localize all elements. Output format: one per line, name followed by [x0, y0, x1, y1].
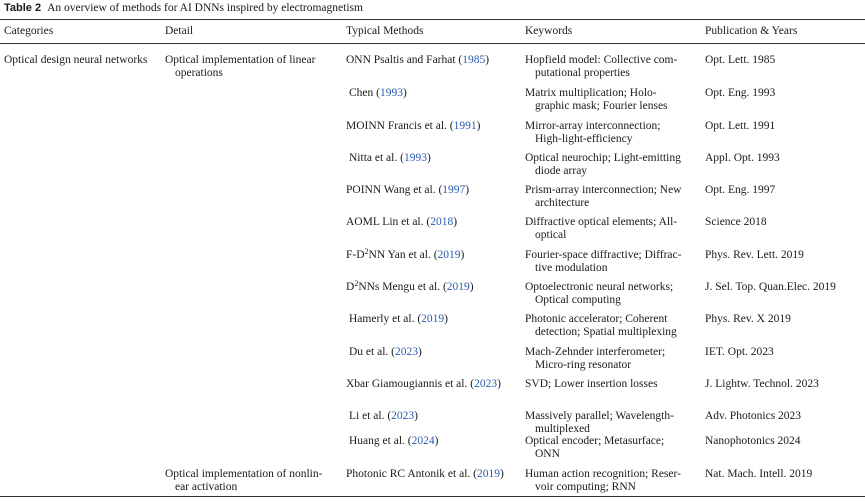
- citation-link[interactable]: 2019: [421, 313, 445, 325]
- header-rule: [0, 43, 865, 44]
- citation-link[interactable]: 2024: [411, 435, 435, 447]
- method-cell: [346, 184, 469, 196]
- citation-link[interactable]: 2018: [430, 216, 454, 228]
- keywords-cell: [525, 54, 677, 80]
- keywords-line: putational properties: [535, 67, 630, 79]
- method-cell: [346, 54, 489, 66]
- method-text-end: ): [402, 87, 407, 99]
- keywords-line: Human action recognition; Reser-: [525, 468, 681, 480]
- citation-link[interactable]: 2023: [391, 410, 415, 422]
- keywords-cell: [525, 87, 668, 113]
- keywords-cell: [525, 410, 674, 436]
- method-cell: [349, 313, 448, 325]
- method-text: NNs Mengu et al. (: [358, 281, 447, 293]
- publication-cell: J. Sel. Top. Quan.Elec. 2019: [705, 281, 836, 293]
- keywords-line: graphic mask; Fourier lenses: [535, 100, 668, 112]
- keywords-line: Optical neurochip; Light-emitting: [525, 152, 681, 164]
- publication-cell: Science 2018: [705, 216, 767, 228]
- citation-link[interactable]: 1997: [442, 184, 466, 196]
- keywords-line: Mach-Zehnder interferometer;: [525, 346, 666, 358]
- publication-cell: J. Lightw. Technol. 2023: [705, 378, 819, 390]
- method-text-end: ): [460, 249, 465, 261]
- method-text: NN Yan et al. (: [368, 249, 438, 261]
- keywords-line: Matrix multiplication; Holo-: [525, 87, 657, 99]
- bottom-rule: [0, 496, 865, 497]
- publication-cell: Opt. Eng. 1993: [705, 87, 776, 99]
- publication-cell: Appl. Opt. 1993: [705, 152, 780, 164]
- table-caption: [4, 2, 363, 14]
- method-cell: [346, 249, 464, 261]
- keywords-line: Diffractive optical elements; All-: [525, 216, 678, 228]
- publication-cell: Opt. Lett. 1991: [705, 120, 776, 132]
- method-text-end: ): [417, 346, 422, 358]
- citation-link[interactable]: 1993: [403, 152, 427, 164]
- detail-nonlinear-line1: Optical implementation of nonlin-: [165, 468, 323, 480]
- keywords-line: architecture: [535, 197, 590, 209]
- method-text-end: ): [444, 313, 449, 325]
- publication-cell: Phys. Rev. X 2019: [705, 313, 791, 325]
- method-text-end: ): [414, 410, 418, 422]
- keywords-line: Optical computing: [535, 294, 621, 306]
- method-text: Chen (: [349, 87, 380, 99]
- method-cell: [349, 346, 422, 358]
- keywords-line: optical: [535, 229, 567, 241]
- keywords-line: Photonic accelerator; Coherent: [525, 313, 668, 325]
- citation-link[interactable]: 2023: [474, 378, 498, 390]
- keywords-cell: [525, 468, 681, 494]
- method-text-end: ): [497, 378, 501, 390]
- keywords-line: detection; Spatial multiplexing: [535, 326, 677, 338]
- keywords-line: Fourier-space diffractive; Diffrac-: [525, 249, 682, 261]
- method-text: MOINN Francis et al. (: [346, 120, 454, 132]
- keywords-line: Optoelectronic neural networks;: [525, 281, 674, 293]
- publication-cell: Nat. Mach. Intell. 2019: [705, 468, 813, 480]
- method-text-end: ): [434, 435, 439, 447]
- method-cell: [346, 378, 501, 390]
- method-text: Huang et al. (: [349, 435, 412, 447]
- table-caption-text: An overview of methods for AI DNNs inspired by electromagnetism: [47, 2, 363, 14]
- keywords-cell: [525, 346, 665, 372]
- keywords-line: Optical encoder; Metasurface;: [525, 435, 665, 447]
- detail-linear-cell: [165, 54, 315, 80]
- method-cell: [346, 468, 504, 480]
- method-cell: [349, 410, 418, 422]
- method-text-end: ): [476, 120, 481, 132]
- keywords-line: multiplexed: [535, 423, 590, 435]
- method-text: Hamerly et al. (: [349, 313, 422, 325]
- keywords-cell: [525, 216, 677, 242]
- keywords-cell: [525, 378, 658, 391]
- keywords-line: Micro-ring resonator: [535, 359, 632, 371]
- table-label: Table 2: [4, 2, 42, 14]
- keywords-line: Hopfield model: Collective com-: [525, 54, 678, 66]
- method-cell: [346, 281, 474, 293]
- keywords-line: Massively parallel; Wavelength-: [525, 410, 674, 422]
- method-cell: [349, 87, 407, 99]
- method-text: AOML Lin et al. (: [346, 216, 431, 228]
- publication-cell: Nanophotonics 2024: [705, 435, 801, 447]
- keywords-line: Prism-array interconnection; New: [525, 184, 682, 196]
- header-detail: Detail: [165, 25, 194, 37]
- method-text-end: ): [465, 184, 470, 196]
- header-categories: Categories: [4, 25, 54, 37]
- publication-cell: Opt. Eng. 1997: [705, 184, 776, 196]
- method-prefix: D: [346, 281, 355, 293]
- method-text: Li et al. (: [349, 410, 392, 422]
- keywords-cell: [525, 152, 681, 178]
- method-text: Nitta et al. (: [349, 152, 404, 164]
- keywords-cell: [525, 281, 673, 307]
- method-text-end: ): [453, 216, 458, 228]
- keywords-line: tive modulation: [535, 262, 608, 274]
- category-cell: Optical design neural networks: [4, 54, 148, 66]
- publication-cell: Opt. Lett. 1985: [705, 54, 776, 66]
- citation-link[interactable]: 1991: [453, 120, 477, 132]
- method-text-end: ): [499, 468, 504, 480]
- method-text-end: ): [426, 152, 431, 164]
- detail-nonlinear-cell: [165, 468, 322, 494]
- method-text: ONN Psaltis and Farhat (: [346, 54, 463, 66]
- superscript: 2: [354, 279, 359, 288]
- method-text-end: ): [485, 54, 490, 66]
- method-prefix: F-D: [346, 249, 365, 261]
- keywords-line: ONN: [535, 448, 560, 460]
- method-text: Photonic RC Antonik et al. (: [346, 468, 477, 480]
- citation-link[interactable]: 2019: [446, 281, 470, 293]
- citation-link[interactable]: 1993: [379, 87, 403, 99]
- method-cell: [346, 216, 457, 228]
- detail-linear-line1: Optical implementation of linear: [165, 54, 316, 66]
- citation-link[interactable]: 1985: [462, 54, 486, 66]
- citation-link[interactable]: 2019: [437, 249, 461, 261]
- keywords-line: High-light-efficiency: [535, 133, 633, 145]
- keywords-line: Mirror-array interconnection;: [525, 120, 661, 132]
- publication-cell: Adv. Photonics 2023: [705, 410, 802, 422]
- detail-nonlinear-line2: ear activation: [175, 481, 238, 493]
- superscript: 2: [364, 247, 369, 256]
- method-text: Xbar Giamougiannis et al. (: [346, 378, 475, 390]
- keywords-line: SVD; Lower insertion losses: [525, 378, 658, 390]
- keywords-cell: [525, 184, 681, 210]
- method-text: POINN Wang et al. (: [346, 184, 443, 196]
- keywords-line: voir computing; RNN: [535, 481, 636, 493]
- citation-link[interactable]: 2019: [476, 468, 500, 480]
- header-publication-years: Publication & Years: [705, 25, 798, 37]
- keywords-cell: [525, 435, 664, 461]
- method-text: Du et al. (: [349, 346, 395, 358]
- detail-linear-line2: operations: [175, 67, 223, 79]
- method-cell: [346, 120, 480, 132]
- citation-link[interactable]: 2023: [394, 346, 418, 358]
- method-cell: [349, 152, 431, 164]
- keywords-cell: [525, 313, 677, 339]
- method-cell: [349, 435, 438, 447]
- publication-cell: Phys. Rev. Lett. 2019: [705, 249, 804, 261]
- top-rule: [0, 19, 865, 20]
- publication-cell: IET. Opt. 2023: [705, 346, 774, 358]
- keywords-line: diode array: [535, 165, 588, 177]
- header-typical-methods: Typical Methods: [346, 25, 424, 37]
- method-text-end: ): [469, 281, 474, 293]
- header-keywords: Keywords: [525, 25, 573, 37]
- keywords-cell: [525, 120, 660, 146]
- keywords-cell: [525, 249, 681, 275]
